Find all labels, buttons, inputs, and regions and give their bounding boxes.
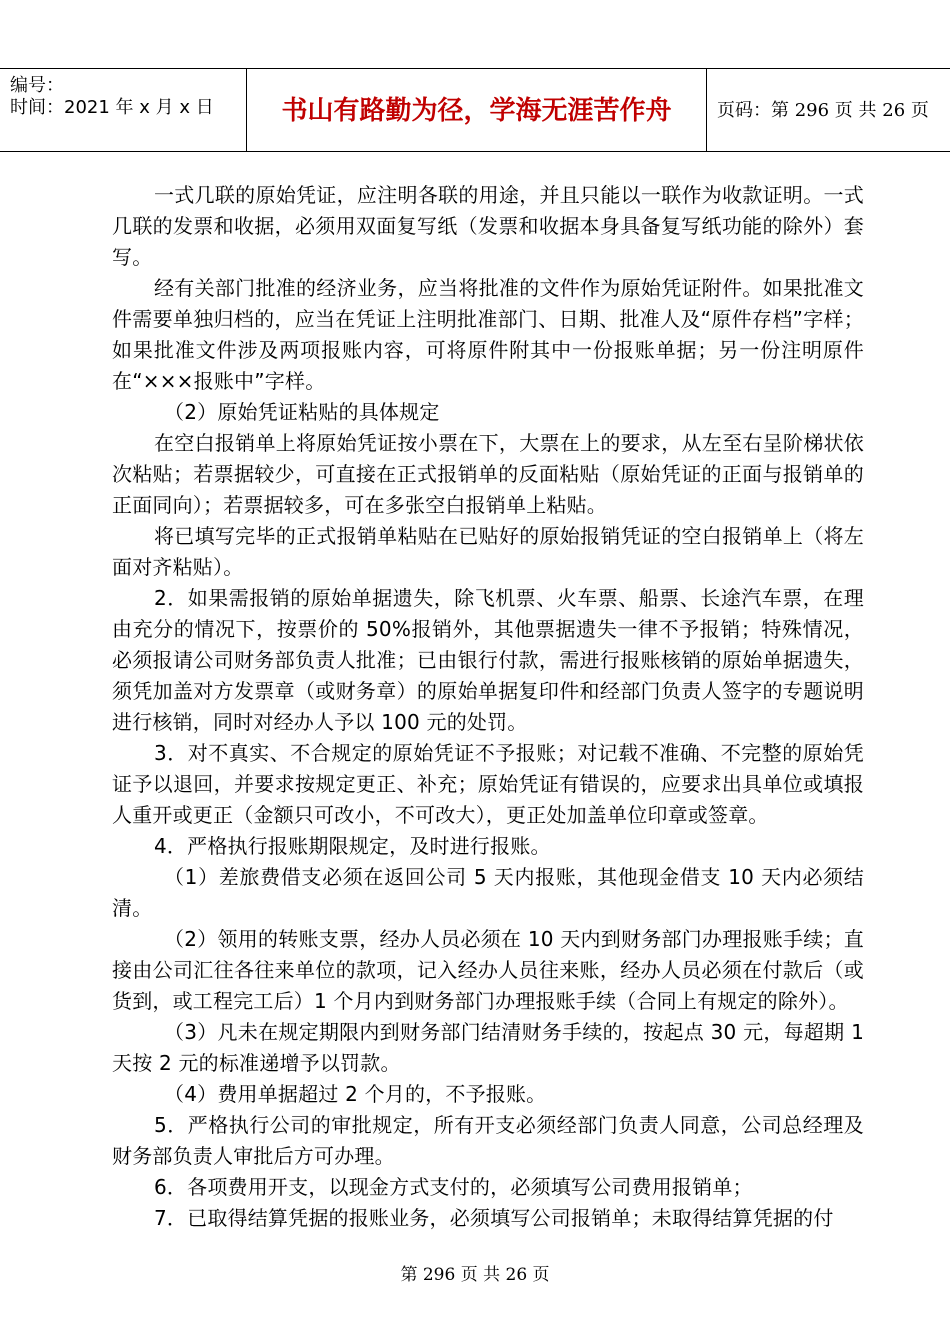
header-motto-cell xyxy=(247,69,707,151)
section-heading: （2）原始凭证粘贴的具体规定 xyxy=(164,400,440,424)
numbered-item: 7．已取得结算凭据的报账业务，必须填写公司报销单；未取得结算凭据的付 xyxy=(154,1206,834,1230)
sub-item: （2）领用的转账支票，经办人员必须在 10 天内到财务部门办理报账手续；直接由公司汇往各往来单位的款项，记入经办人员往来账，经办人员必须在付款后（或货到，或工程完工后）1 个月内到财务部门办理报账手续（合同上有规定的除外）。 xyxy=(112,927,864,1013)
sub-item: （3）凡未在规定期限内到财务部门结清财务手续的，按起点 30 元，每超期 1 天按 2 元的标准递增予以罚款。 xyxy=(112,1020,864,1075)
numbered-item: 5．严格执行公司的审批规定，所有开支必须经部门负责人同意，公司总经理及财务部负责人审批后方可办理。 xyxy=(112,1113,864,1168)
serial-number-label: 编号： xyxy=(10,75,64,96)
date-label: 时间：2021 年 x 月 x 日 xyxy=(10,97,214,118)
header-page-info: 页码：第 296 页 共 26 页 xyxy=(717,100,929,121)
paragraph: 将已填写完毕的正式报销单粘贴在已贴好的原始报销凭证的空白报销单上（将左面对齐粘贴）。 xyxy=(112,524,864,579)
motto-title: 书山有路勤为径，学海无涯苦作舟 xyxy=(281,96,672,126)
page-footer: 第 296 页 共 26 页 xyxy=(400,1265,550,1285)
numbered-item: 6．各项费用开支，以现金方式支付的，必须填写公司费用报销单； xyxy=(154,1175,753,1199)
paragraph: 一式几联的原始凭证，应注明各联的用途，并且只能以一联作为收款证明。一式几联的发票和收据，必须用双面复写纸（发票和收据本身具备复写纸功能的除外）套写。 xyxy=(112,183,864,269)
paragraph: 经有关部门批准的经济业务，应当将批准的文件作为原始凭证附件。如果批准文件需要单独归档的，应当在凭证上注明批准部门、日期、批准人及“原件存档”字样；如果批准文件涉及两项报账内容，可将原件附其中一份报账单据；另一份注明原件在“×××报账中”字样。 xyxy=(112,276,864,393)
document-body xyxy=(112,180,864,1234)
sub-item: （4）费用单据超过 2 个月的，不予报账。 xyxy=(164,1082,547,1106)
sub-item: （1）差旅费借支必须在返回公司 5 天内报账，其他现金借支 10 天内必须结清。 xyxy=(112,865,864,920)
paragraph: 在空白报销单上将原始凭证按小票在下，大票在上的要求，从左至右呈阶梯状依次粘贴；若票据较少，可直接在正式报销单的反面粘贴（原始凭证的正面与报销单的正面同向）；若票据较多，可在多张空白报销单上粘贴。 xyxy=(112,431,864,517)
document-header xyxy=(0,68,950,152)
numbered-item: 2．如果需报销的原始单据遗失，除飞机票、火车票、船票、长途汽车票，在理由充分的情况下，按票价的 50%报销外，其他票据遗失一律不予报销；特殊情况，必须报请公司财务部负责人批准；已由银行付款，需进行报账核销的原始单据遗失，须凭加盖对方发票章（或财务章）的原始单据复印件和经部门负责人签字的专题说明进行核销，同时对经办人予以 100 元的处罚。 xyxy=(112,586,864,734)
header-page-cell xyxy=(707,69,950,151)
numbered-item: 4．严格执行报账期限规定，及时进行报账。 xyxy=(154,834,551,858)
numbered-item: 3．对不真实、不合规定的原始凭证不予报账；对记载不准确、不完整的原始凭证予以退回，并要求按规定更正、补充；原始凭证有错误的，应要求出具单位或填报人重开或更正（金额只可改小，不可改大），更正处加盖单位印章或签章。 xyxy=(112,741,864,827)
header-meta-cell xyxy=(0,69,247,151)
